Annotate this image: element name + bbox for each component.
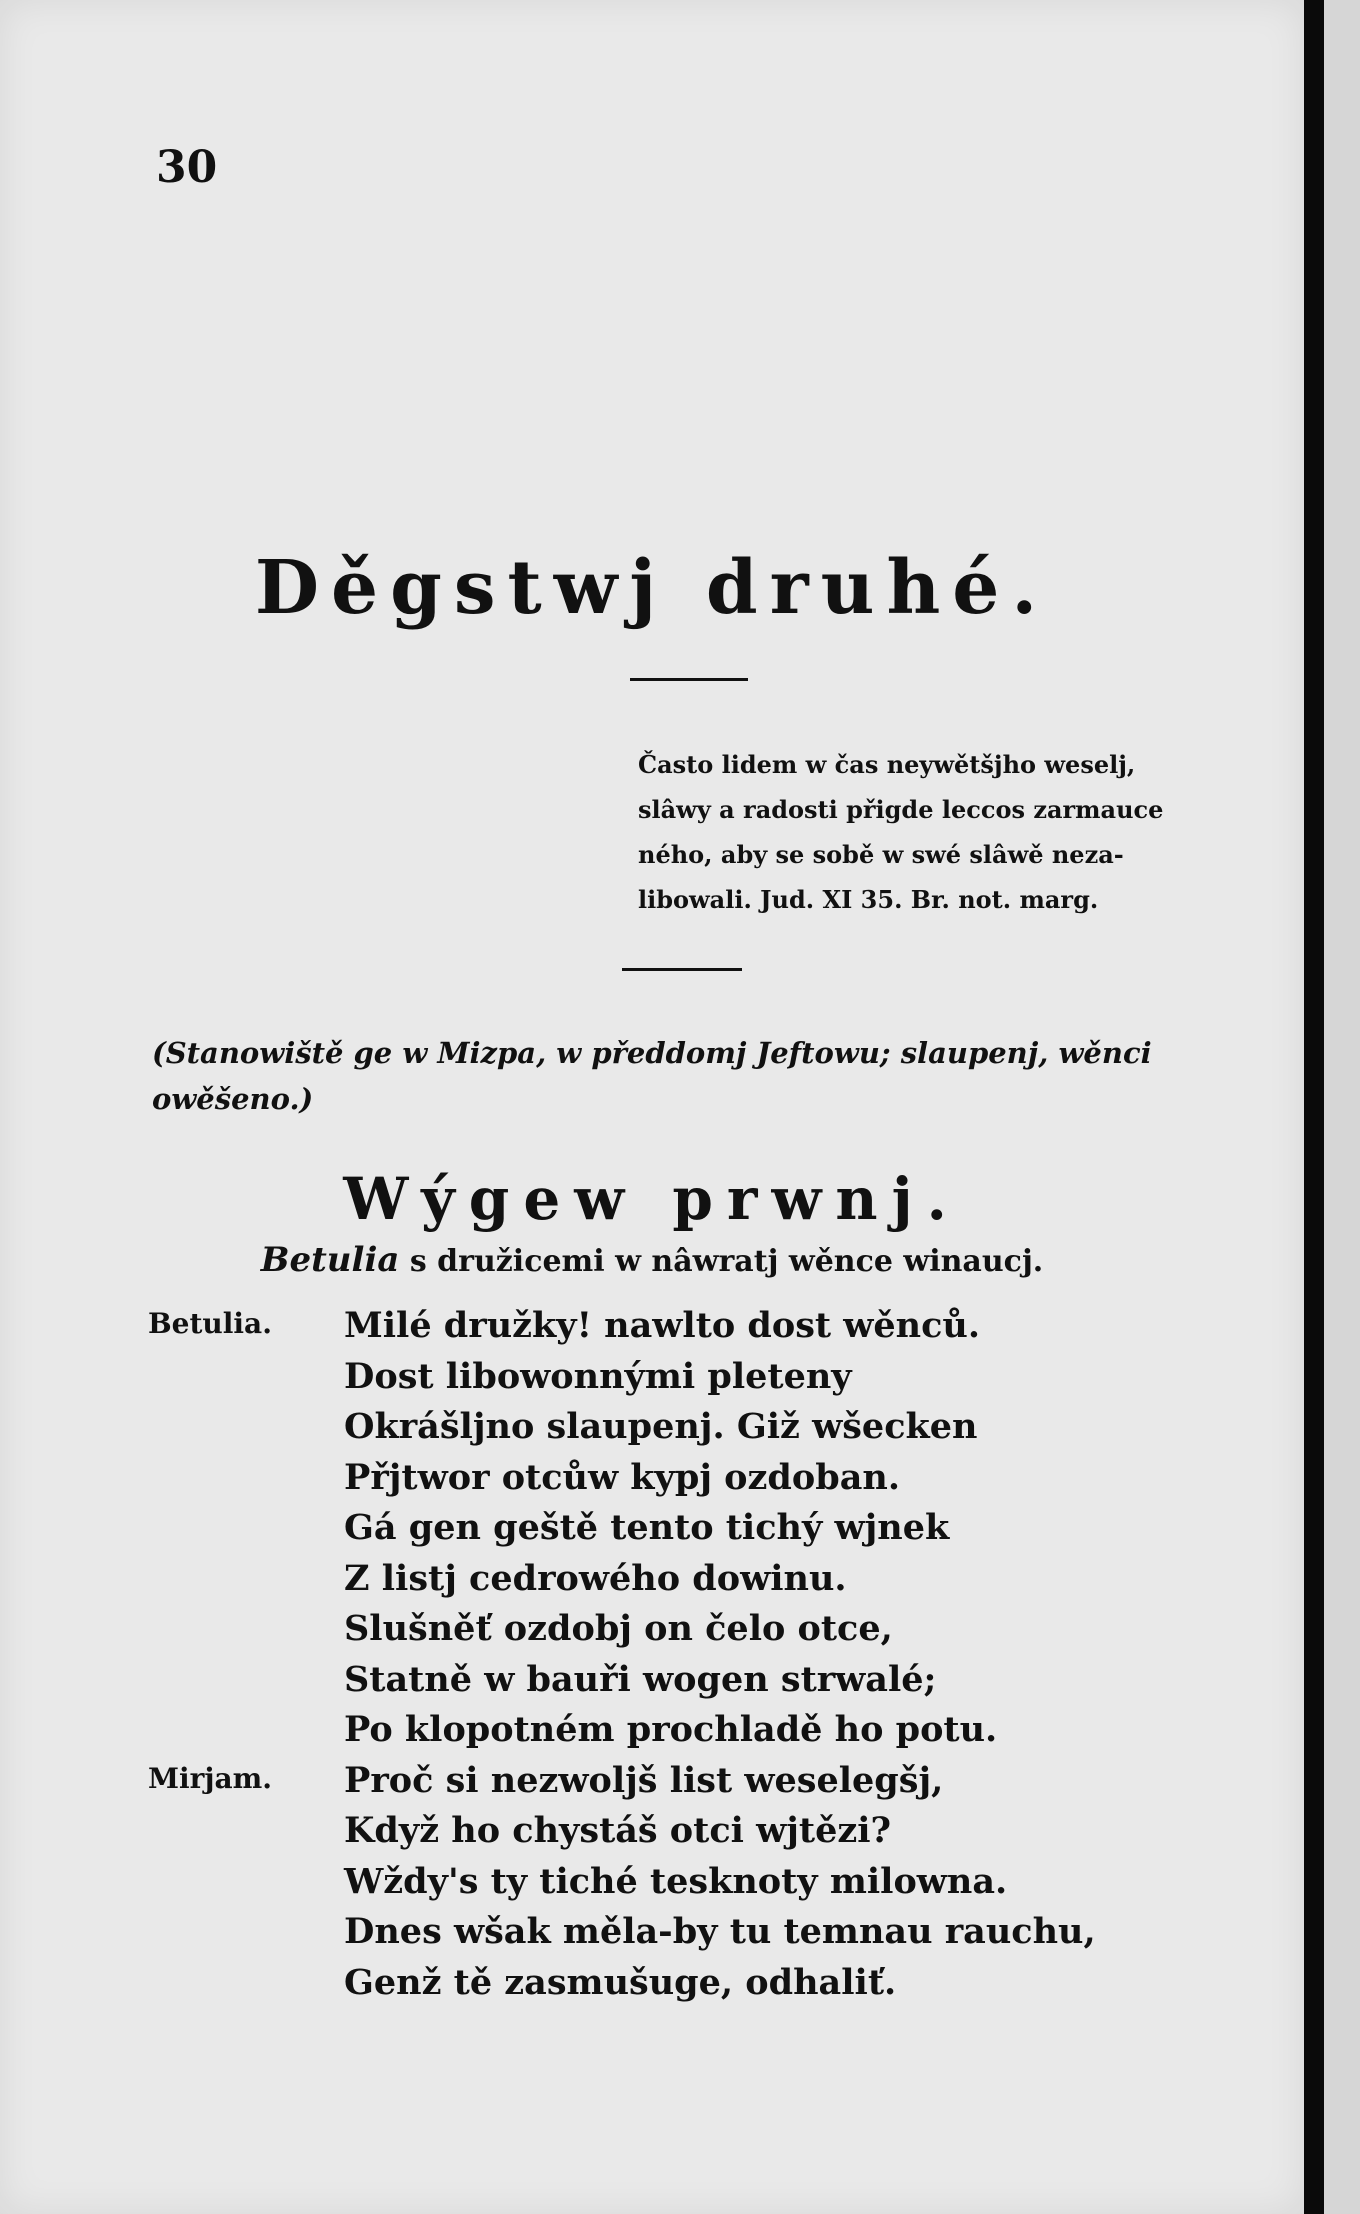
verse-row: [148, 1356, 1268, 1407]
divider-rule: [622, 968, 742, 971]
verse-line: Wždy's ty tiché tesknoty milowna.: [344, 1860, 1008, 1902]
verse-row: [148, 1962, 1268, 2013]
epigraph-line: slâwy a radosti přigde leccos zarmauce: [638, 795, 1164, 824]
verse-line: Genž tě zasmušuge, odhaliť.: [344, 1961, 897, 2003]
divider-rule: [630, 678, 748, 681]
verse-line: Po klopotném prochladě ho potu.: [344, 1709, 998, 1750]
stage-direction: (Stanowiště ge w Mizpa, w předdomj Jeftowu; slaupenj, wěnci owěšeno.): [152, 1036, 1152, 1116]
next-page-edge: [1324, 0, 1360, 2214]
speaker-name: Betulia.: [148, 1307, 272, 1340]
verse-row: [148, 1810, 1268, 1861]
scene-subtitle-text: s družicemi w nâwratj wěnce winaucj.: [399, 1244, 1044, 1279]
verse-line: Dost libowonnými pleteny: [344, 1355, 852, 1397]
verse-row: [148, 1760, 1268, 1811]
verse-row: [148, 1861, 1268, 1912]
verse-line: Okrášljno slaupenj. Giž wšecken: [344, 1406, 978, 1447]
scene-subtitle: [0, 1240, 1304, 1280]
verse-row: [148, 1608, 1268, 1659]
verse-line: Přjtwor otcůw kypj ozdoban.: [344, 1456, 901, 1498]
act-title: Děgstwj druhé.: [254, 545, 1050, 631]
scene-title: Wýgew prwnj.: [343, 1165, 961, 1233]
scene-subtitle-name: Betulia: [260, 1240, 400, 1280]
verse-line: Když ho chystáš otci wjtězi?: [344, 1810, 892, 1851]
verse-line: Statně w bauři wogen strwalé;: [344, 1658, 937, 1700]
speaker-name: Mirjam.: [148, 1761, 273, 1795]
verse-line: Slušněť ozdobj on čelo otce,: [344, 1608, 893, 1649]
verse-row: [148, 1457, 1268, 1508]
epigraph: [638, 742, 1218, 922]
verse-row: [148, 1305, 1268, 1356]
epigraph-line: libowali. Jud. XI 35. Br. not. marg.: [638, 885, 1099, 914]
verse-line: Gá gen geště tento tichý wjnek: [344, 1507, 950, 1548]
epigraph-line: ného, aby se sobě w swé slâwě neza-: [638, 840, 1124, 869]
page-gutter-shadow: [1304, 0, 1324, 2214]
verse-row: [148, 1659, 1268, 1710]
verse-line: Dnes wšak měla-by tu temnau rauchu,: [344, 1911, 1096, 1952]
verse-line: Z listj cedrowého dowinu.: [344, 1557, 847, 1599]
verse-row: [148, 1709, 1268, 1760]
verse-row: [148, 1507, 1268, 1558]
verse-row: [148, 1911, 1268, 1962]
page-number: 30: [156, 142, 218, 193]
epigraph-line: Často lidem w čas neywětšjho weselj,: [638, 750, 1136, 779]
verse-block: [148, 1305, 1268, 2012]
verse-row: [148, 1406, 1268, 1457]
verse-line: Proč si nezwoljš list weselegšj,: [344, 1759, 944, 1801]
verse-line: Milé družky! nawlto dost wěnců.: [344, 1305, 981, 1346]
verse-row: [148, 1558, 1268, 1609]
